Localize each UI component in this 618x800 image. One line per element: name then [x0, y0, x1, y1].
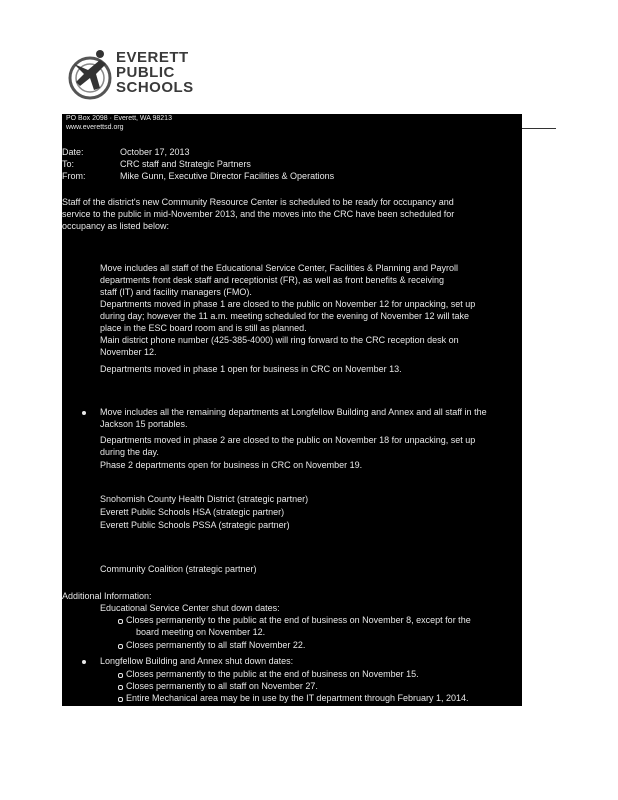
- phase2-line: Jackson 15 portables.: [100, 419, 188, 429]
- sub-bullet-icon: [118, 619, 123, 624]
- partner-line: Community Coalition (strategic partner): [100, 564, 257, 574]
- longfellow-shutdown-title: Longfellow Building and Annex shut down dates:: [100, 656, 294, 666]
- partner-line: Snohomish County Health District (strategic partner): [100, 494, 309, 504]
- logo-line-1: EVERETT: [116, 49, 189, 66]
- longfellow-shutdown-item: Closes permanently to all staff on November 27.: [126, 681, 318, 691]
- longfellow-shutdown-item: Closes permanently to the public at the end of business on November 15.: [126, 669, 419, 679]
- to-label: To:: [62, 159, 75, 169]
- sub-bullet-icon: [118, 673, 123, 678]
- phase1-line: Move includes all staff of the Educational Service Center, Facilities & Planning and Payroll: [100, 263, 459, 273]
- to-value: CRC staff and Strategic Partners: [120, 159, 251, 169]
- sub-bullet-icon: [118, 644, 123, 649]
- intro-line: occupancy as listed below:: [62, 221, 170, 231]
- date-value: October 17, 2013: [120, 147, 190, 157]
- logo-line-2: PUBLIC: [116, 64, 175, 81]
- phase1-line: Departments moved in phase 1 are closed to the public on November 12 for unpacking, set up: [100, 299, 476, 309]
- sub-bullet-icon: [118, 697, 123, 702]
- sub-bullet-icon: [118, 685, 123, 690]
- phase1-line: November 12.: [100, 347, 157, 357]
- from-label: From:: [62, 171, 86, 181]
- phase1-line: Departments moved in phase 1 open for business in CRC on November 13.: [100, 364, 402, 374]
- address-line: PO Box 2098 · Everett, WA 98213: [66, 115, 172, 122]
- from-value: Mike Gunn, Executive Director Facilities & Operations: [120, 171, 335, 181]
- intro-line: service to the public in mid-November 2013, and the moves into the CRC have been scheduled for: [62, 209, 455, 219]
- esc-shutdown-item: Closes permanently to all staff November 22.: [126, 640, 306, 650]
- header-rule: [522, 128, 556, 129]
- phase2-line: Phase 2 departments open for business in CRC on November 19.: [100, 460, 363, 470]
- logo-line-3: SCHOOLS: [116, 79, 194, 96]
- bullet-icon: [82, 660, 86, 664]
- bullet-icon: [82, 411, 86, 415]
- website-line: www.everettsd.org: [66, 124, 124, 131]
- phase2-line: Departments moved in phase 2 are closed to the public on November 18 for unpacking, set up: [100, 435, 476, 445]
- partner-line: Everett Public Schools PSSA (strategic partner): [100, 520, 290, 530]
- memo-body: [62, 114, 522, 706]
- esc-shutdown-item: Closes permanently to the public at the end of business on November 8, except for the: [126, 615, 471, 625]
- phase2-line: Move includes all the remaining departments at Longfellow Building and Annex and all staff in the: [100, 407, 487, 417]
- phase1-line: staff (IT) and facility managers (FMO).: [100, 287, 252, 297]
- phase1-line: place in the ESC board room and is still as planned.: [100, 323, 307, 333]
- esc-shutdown-item: board meeting on November 12.: [136, 627, 266, 637]
- longfellow-shutdown-item: Entire Mechanical area may be in use by the IT department through February 1, 2014.: [126, 693, 469, 703]
- phase2-line: during the day.: [100, 447, 159, 457]
- additional-heading: Additional Information:: [62, 591, 152, 601]
- partner-line: Everett Public Schools HSA (strategic partner): [100, 507, 285, 517]
- logo-wordmark: [116, 50, 194, 95]
- esc-shutdown-title: Educational Service Center shut down dates:: [100, 603, 280, 613]
- phase1-line: during day; however the 11 a.m. meeting scheduled for the evening of November 12 will take: [100, 311, 470, 321]
- intro-line: Staff of the district's new Community Resource Center is scheduled to be ready for occupancy and: [62, 197, 454, 207]
- phase1-line: Main district phone number (425-385-4000) will ring forward to the CRC reception desk on: [100, 335, 459, 345]
- phase1-line: departments front desk staff and receptionist (FR), as well as front benefits & receiving: [100, 275, 444, 285]
- date-label: Date:: [62, 147, 84, 157]
